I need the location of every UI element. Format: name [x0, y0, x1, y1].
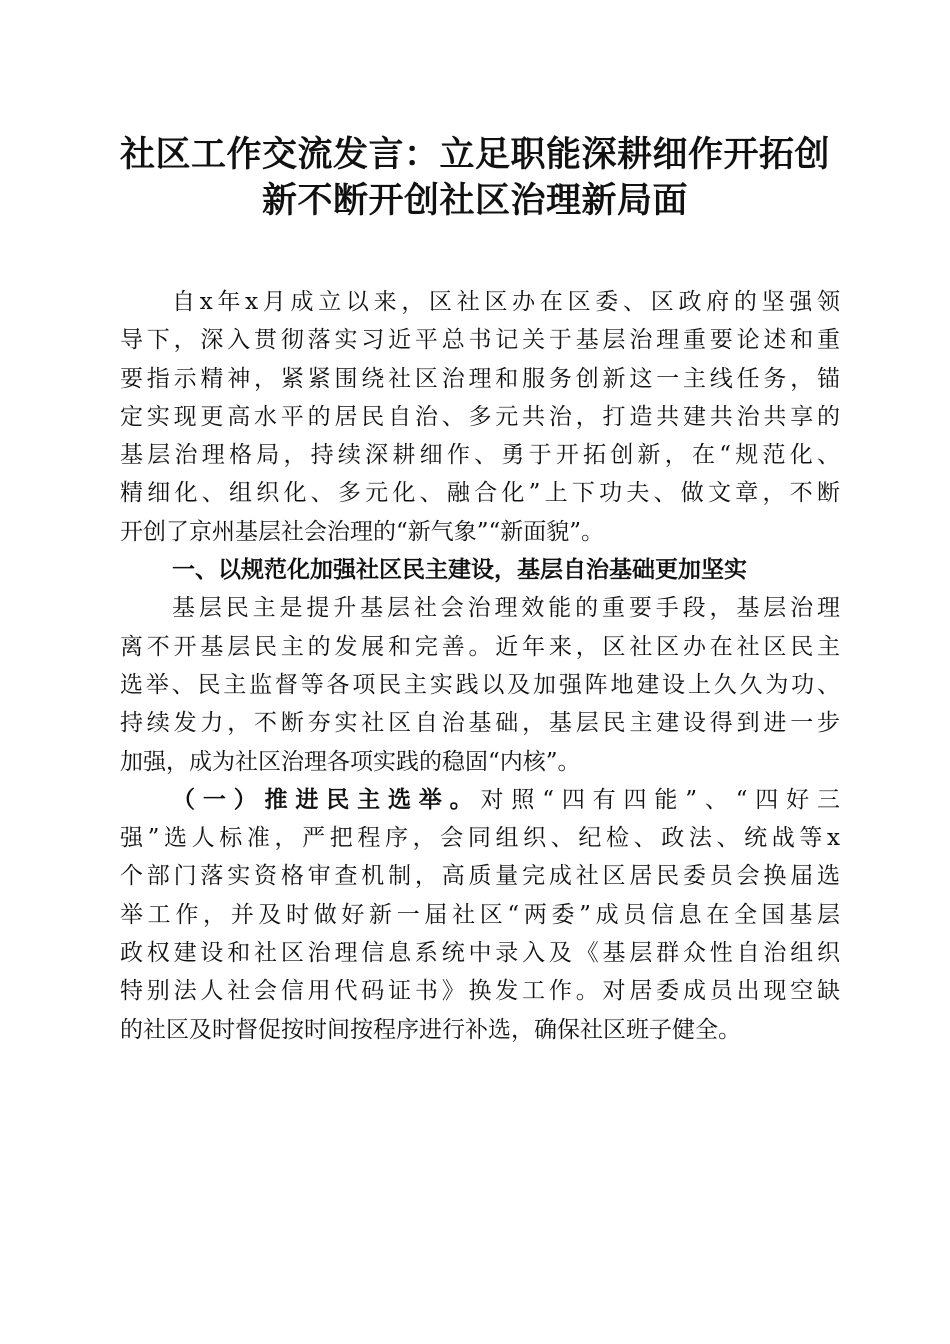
paragraph-line: 导下，深入贯彻落实习近平总书记关于基层治理重要论述和重: [120, 327, 840, 354]
subsection-title: （一）推进民主选举。: [172, 785, 481, 813]
paragraph-line: 政权建设和社区治理信息系统中录入及《基层群众性自治组织: [120, 940, 840, 967]
paragraph-line: 持续发力，不断夯实社区自治基础，基层民主建设得到进一步: [120, 710, 840, 737]
paragraph-line: 自x年x月成立以来，区社区办在区委、区政府的坚强领: [172, 289, 840, 315]
paragraph-line: 离不开基层民主的发展和完善。近年来，区社区办在社区民主: [120, 633, 840, 660]
paragraph-line: 开创了京州基层社会治理的“新气象”“新面貌”。: [120, 518, 605, 545]
paragraph-line: 精细化、组织化、多元化、融合化”上下功夫、做文章，不断: [120, 480, 840, 507]
subsection-first-line: [120, 781, 840, 819]
paragraph-line: 要指示精神，紧紧围绕社区治理和服务创新这一主线任务，锚: [120, 365, 840, 392]
subsection-first-line-text: 对照“四有四能”、“四好三: [480, 786, 841, 813]
paragraph-line: 加强，成为社区治理各项实践的稳固“内核”。: [120, 748, 581, 775]
paragraph-line: 特别法人社会信用代码证书》换发工作。对居委成员出现空缺: [120, 978, 840, 1005]
paragraph-line: 举工作，并及时做好新一届社区“两委”成员信息在全国基层: [120, 901, 840, 928]
title-line-2: 新不断开创社区治理新局面: [261, 180, 688, 221]
paragraph-line: 基层民主是提升基层社会治理效能的重要手段，基层治理: [172, 595, 840, 622]
paragraph-line: 选举、民主监督等各项民主实践以及加强阵地建设上久久为功、: [120, 671, 840, 698]
subsection-paragraph: [120, 781, 840, 1049]
paragraph-line: 强”选人标准，严把程序，会同组织、纪检、政法、统战等x: [120, 825, 840, 852]
document-title: [100, 132, 850, 224]
paragraph-line: 个部门落实资格审查机制，高质量完成社区居民委员会换届选: [120, 863, 840, 890]
paragraph-line: 的社区及时督促按时间按程序进行补选，确保社区班子健全。: [120, 1016, 741, 1043]
document-body: [120, 283, 840, 1049]
title-line-1: 社区工作交流发言：立足职能深耕细作开拓创: [119, 134, 830, 175]
intro-paragraph: [120, 283, 840, 551]
paragraph-line: 基层治理格局，持续深耕细作、勇于开拓创新，在“规范化、: [120, 442, 840, 469]
section-heading: 一、以规范化加强社区民主建设，基层自治基础更加坚实: [172, 557, 747, 584]
paragraph-line: 定实现更高水平的居民自治、多元共治，打造共建共治共享的: [120, 403, 840, 430]
section-paragraph: [120, 589, 840, 780]
